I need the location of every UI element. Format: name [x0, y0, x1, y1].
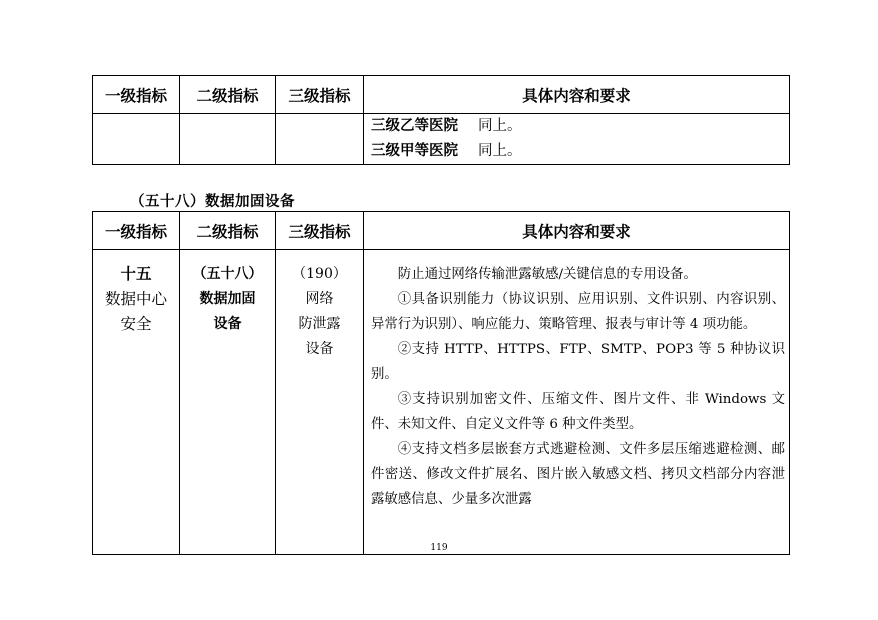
header-level1: 一级指标 [93, 76, 180, 114]
cell-level3 [276, 114, 364, 165]
content-paragraph: ②支持 HTTP、HTTPS、FTP、SMTP、POP3 等 5 种协议识别。 [371, 342, 785, 382]
cell-level1 [93, 114, 180, 165]
header-level3: 三级指标 [276, 212, 364, 250]
level1-line: 安全 [120, 315, 152, 333]
table-continuation [92, 75, 790, 165]
cell-level2 [180, 114, 276, 165]
level2-line: 数据加固 [199, 291, 256, 307]
level2-line: （五十八） [192, 266, 263, 282]
content-paragraph: ①具备识别能力（协议识别、应用识别、文件识别、内容识别、异常行为识别）、响应能力、策略管理、报表与审计等 4 项功能。 [371, 292, 785, 332]
hospital-row [364, 139, 789, 164]
cell-content [364, 114, 790, 165]
hospital-level: 三级甲等医院 [371, 143, 458, 159]
cell-level2 [180, 250, 276, 555]
hospital-requirement: 同上。 [478, 118, 522, 134]
level2-line: 设备 [213, 316, 242, 332]
cell-level1 [93, 250, 180, 555]
header-level2: 二级指标 [180, 212, 276, 250]
cell-level3 [276, 250, 364, 555]
level3-line: （190） [292, 266, 347, 282]
content-paragraph: ④支持文档多层嵌套方式逃避检测、文件多层压缩逃避检测、邮件密送、修改文件扩展名、图片嵌入敏感文档、拷贝文档部分内容泄露敏感信息、少量多次泄露 [371, 442, 785, 507]
hospital-level: 三级乙等医院 [371, 118, 458, 134]
hospital-row [364, 114, 789, 139]
level1-line: 十五 [120, 265, 152, 283]
page-number: 119 [430, 543, 448, 553]
content-paragraph: ③支持识别加密文件、压缩文件、图片文件、非 Windows 文件、未知文件、自定义文件等 6 种文件类型。 [371, 392, 785, 432]
section-title: （五十八）数据加固设备 [130, 194, 295, 210]
cell-content [364, 250, 790, 555]
header-level2: 二级指标 [180, 76, 276, 114]
level3-line: 防泄露 [298, 316, 341, 332]
level3-line: 网络 [305, 291, 334, 307]
content-paragraph: 防止通过网络传输泄露敏感/关键信息的专用设备。 [397, 267, 697, 282]
header-content: 具体内容和要求 [364, 76, 790, 114]
level3-line: 设备 [305, 341, 334, 357]
header-level1: 一级指标 [93, 212, 180, 250]
level1-line: 数据中心 [104, 290, 167, 308]
table-data-hardening [92, 211, 790, 555]
header-content: 具体内容和要求 [364, 212, 790, 250]
header-level3: 三级指标 [276, 76, 364, 114]
hospital-requirement: 同上。 [478, 143, 522, 159]
